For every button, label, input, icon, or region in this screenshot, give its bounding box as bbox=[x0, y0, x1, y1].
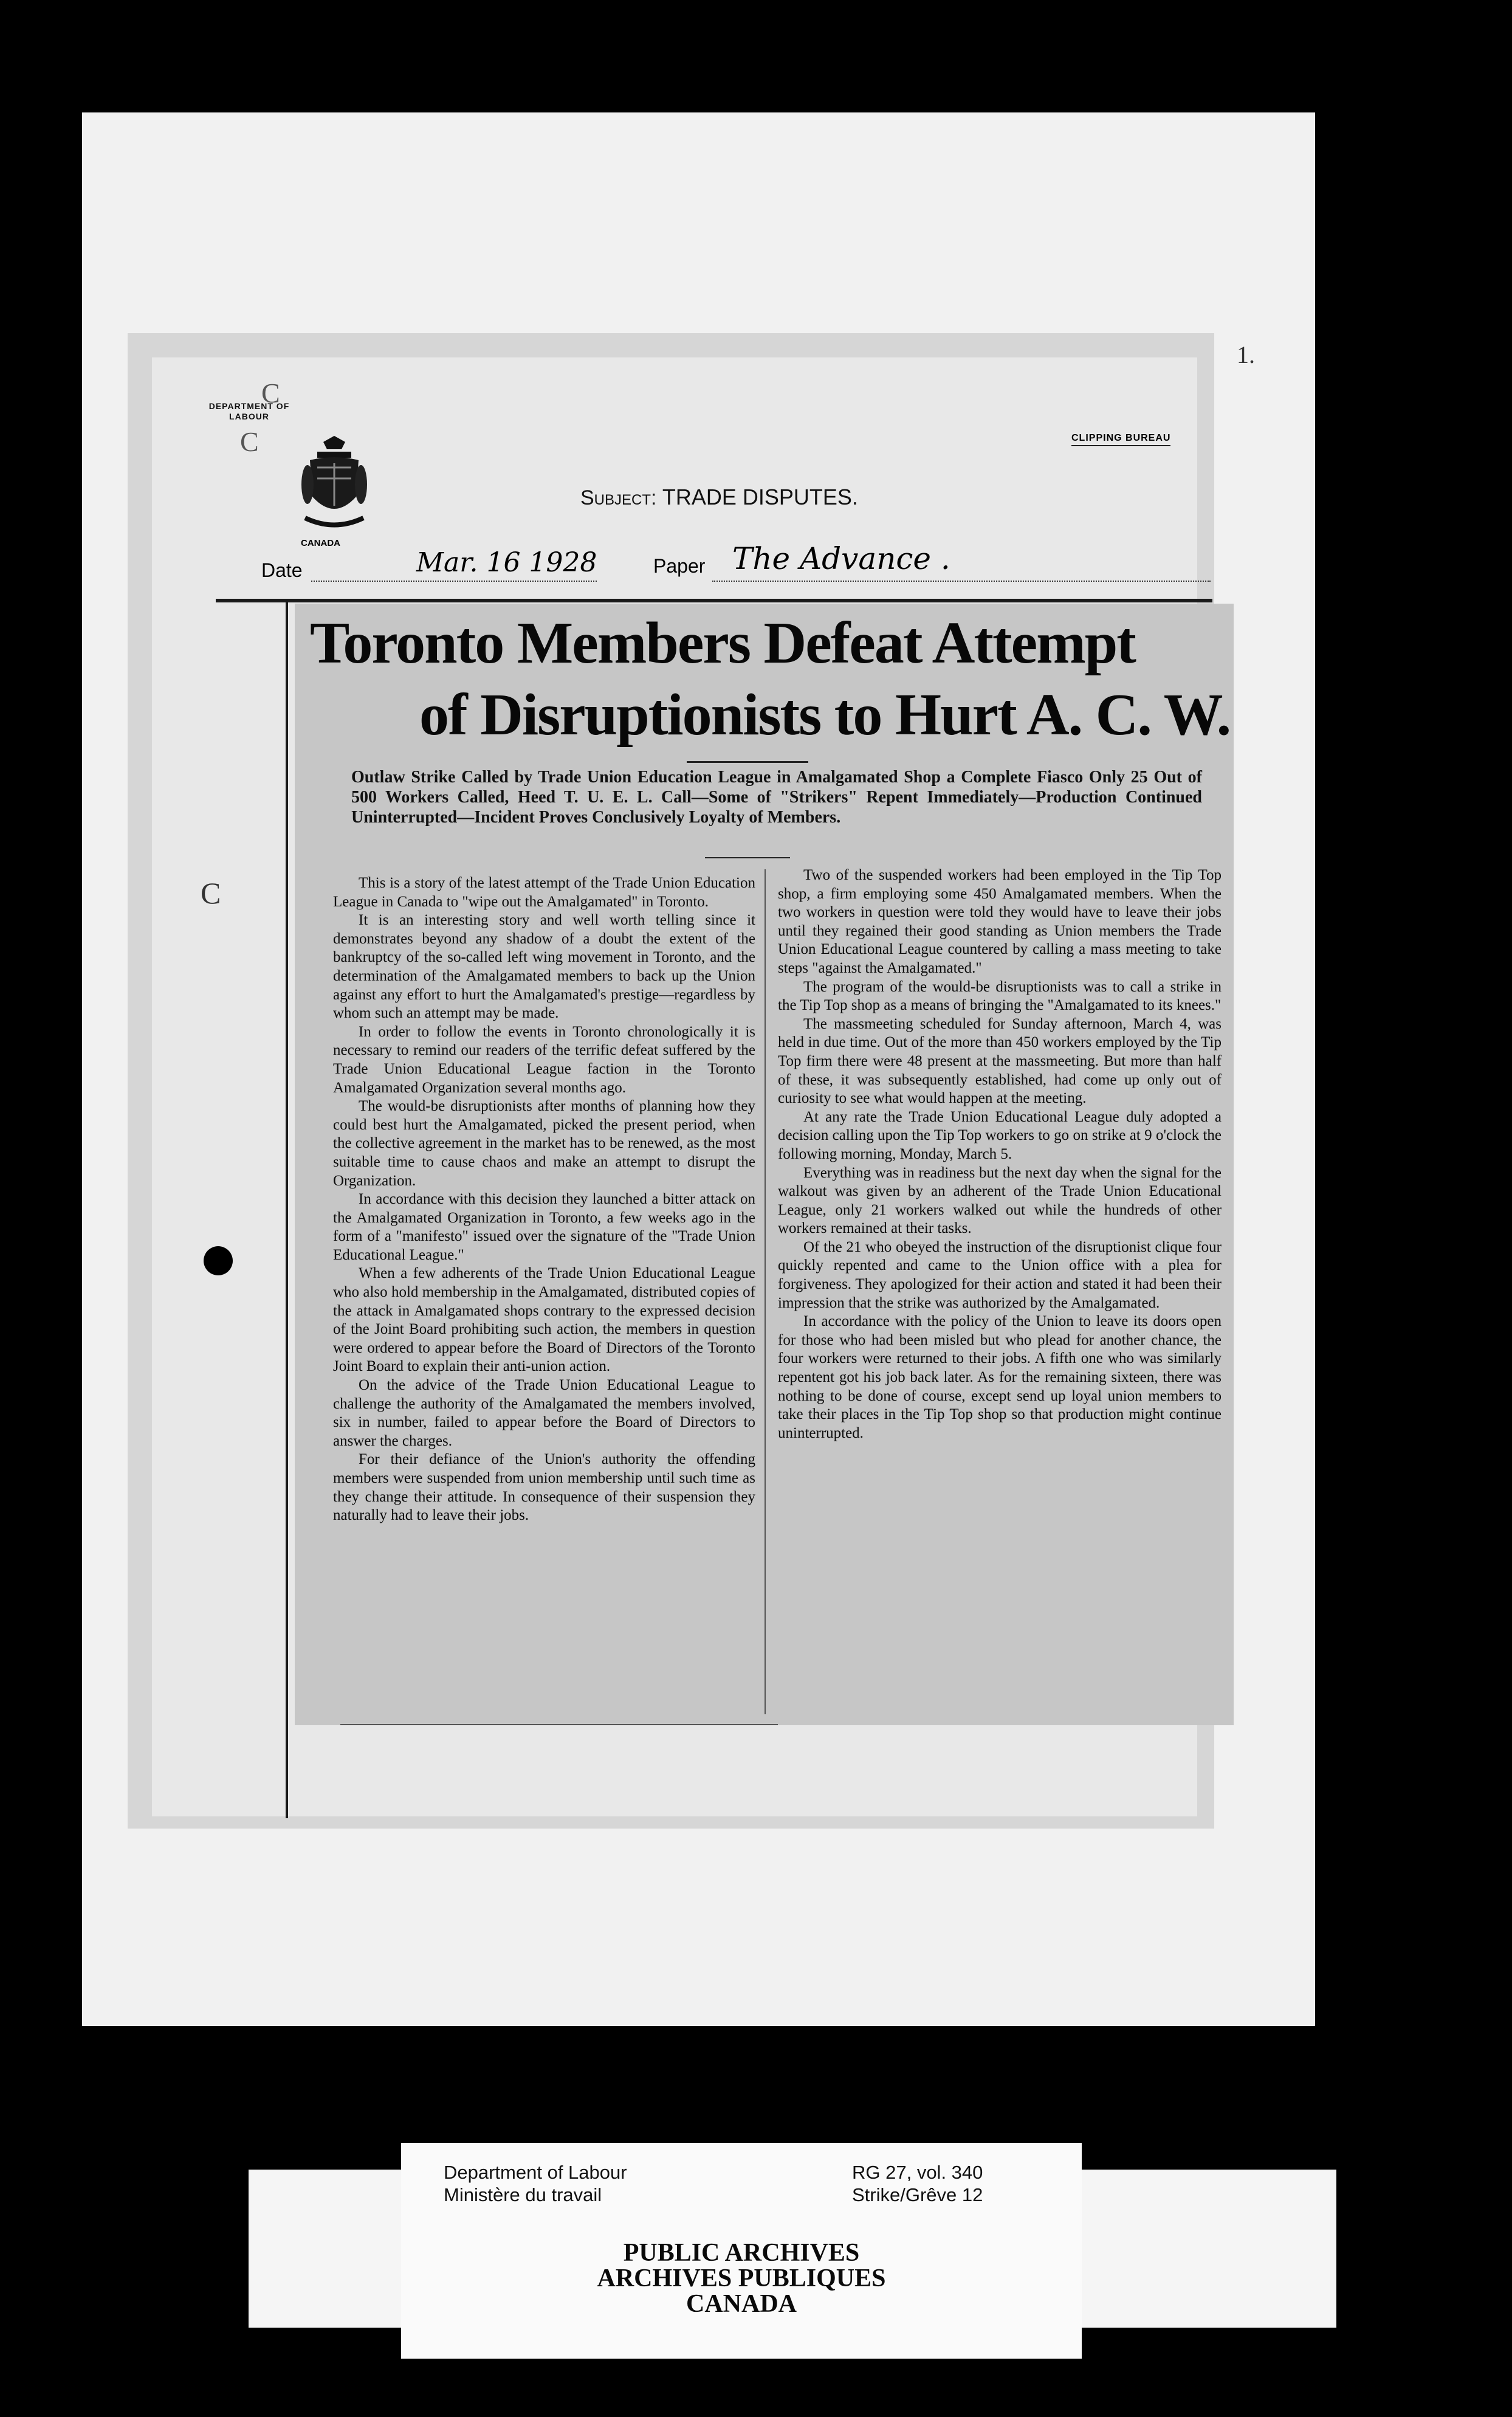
label-line-2: ARCHIVES PUBLIQUES bbox=[597, 2264, 886, 2292]
headline-line-2: of Disruptionists to Hurt A. C. W. bbox=[419, 682, 1231, 748]
form-horizontal-rule bbox=[216, 599, 1212, 602]
department-name: DEPARTMENT OF LABOUR bbox=[208, 401, 290, 421]
paragraph: At any rate the Trade Union Educational League duly adopted a decision calling upon the Tip Top workers to go on strike at 9 o'clock the following morning, Monday, March 5. bbox=[778, 1108, 1222, 1162]
paragraph: Of the 21 who obeyed the instruction of the disruptionist clique four quickly repented and came to the Union office with a plea for forgiveness. They apologized for their action and stated it had been their impression that the strike was authorized by the Amalgamated. bbox=[778, 1238, 1222, 1311]
margin-c-mark: C bbox=[201, 876, 221, 910]
paragraph: The program of the would-be disruptionists was to call a strike in the Tip Top shop as a means of bringing the "Amalgamated to its knees." bbox=[778, 978, 1222, 1014]
label-department bbox=[444, 2161, 627, 2206]
column-bottom-rule bbox=[340, 1724, 778, 1725]
crest-caption: CANADA bbox=[301, 538, 340, 548]
paragraph: The massmeeting scheduled for Sunday afternoon, March 4, was held in due time. Out of the more than 450 workers employed by the Tip Top firm there were 48 present at the massmeeting. But more than half of these, it was subsequently established, had come up only out of curiosity to see what would happen at the meeting. bbox=[778, 1015, 1222, 1107]
coat-of-arms-icon bbox=[299, 436, 369, 533]
date-label: Date bbox=[261, 559, 303, 581]
corner-handwritten-mark: 1. bbox=[1237, 341, 1255, 368]
paragraph: This is a story of the latest attempt of the Trade Union Education League in Canada to "wipe out the Amalgamated" in Toronto. bbox=[333, 875, 755, 910]
paragraph: In accordance with the policy of the Union to leave its doors open for those who had been misled but who plead for another chance, the four workers were returned to their jobs. A fifth one who was similarly repentent got his job back later. As for the remaining sixteen, there was nothing to be done of course, except send up loyal union members to take their places in the Tip Top shop so that production might continue uninterrupted. bbox=[778, 1313, 1222, 1441]
paragraph: Everything was in readiness but the next day when the signal for the walkout was given by an adherent of the Trade Union Educational League, only 21 workers walked out while the hundreds of other workers remained at their tasks. bbox=[778, 1164, 1222, 1237]
paragraph: The would-be disruptionists after months of planning how they could best hurt the Amalgamated, picked the present period, when the collective agreement in the market has to be renewed, as the most suitable time to cause chaos and make an attempt to disrupt the Organization. bbox=[333, 1098, 755, 1189]
clipping-bureau-label: CLIPPING BUREAU bbox=[1071, 433, 1170, 446]
paper-label: Paper bbox=[653, 555, 706, 577]
subject-line bbox=[580, 484, 858, 510]
label-rg: RG 27, vol. 340 bbox=[852, 2162, 983, 2183]
paragraph: For their defiance of the Union's authority the offending members were suspended from union membership until such time as they change their attitude. In consequence of their suspension they naturally had to leave their jobs. bbox=[333, 1451, 755, 1524]
letterhead-c-mark: C bbox=[261, 378, 280, 409]
date-value: Mar. 16 1928 bbox=[416, 547, 597, 578]
paper-value: The Advance . bbox=[732, 541, 950, 576]
paragraph: On the advice of the Trade Union Educational League to challenge the authority of the Amalgamated the members involved, six in number, failed to appear before the Board of Directors to answer the charges. bbox=[333, 1377, 755, 1449]
subhead-divider bbox=[705, 857, 790, 858]
paragraph: When a few adherents of the Trade Union Educational League who also hold membership in the Amalgamated, distributed copies of the attack in Amalgamated shops contrary to the expressed decision of the Joint Board prohibiting such action, the members in question were ordered to appear before the Board of Directors of the Toronto Joint Board to explain their anti-union action. bbox=[333, 1265, 755, 1375]
label-line-3: CANADA bbox=[686, 2290, 797, 2318]
paragraph: In accordance with this decision they launched a bitter attack on the Amalgamated Organization in Toronto, a few weeks ago in the form of a "manifesto" issued over the signature of the "Trade Union Educational League." bbox=[333, 1191, 755, 1263]
paragraph: It is an interesting story and well worth telling since it demonstrates beyond any shadow of a doubt the extent of the bankruptcy of the so-called left wing movement in Toronto, and the determination of the Amalgamated members to back up the Union against any effort to hurt the Amalgamated's prestige—regardless by whom such an attempt may be made. bbox=[333, 912, 755, 1022]
label-dept-en: Department of Labour bbox=[444, 2162, 627, 2183]
punch-hole bbox=[204, 1246, 233, 1275]
label-strike: Strike/Grêve 12 bbox=[852, 2184, 983, 2205]
archive-label bbox=[401, 2143, 1082, 2359]
paragraph: Two of the suspended workers had been employed in the Tip Top shop, a firm employing some 450 Amalgamated members. When the two workers in question were told they would have to leave their jobs until they regained their good standing as Union members the Trade Union Educational League countered by calling a mass meeting to take steps "against the Amalgamated." bbox=[778, 867, 1222, 976]
label-dept-fr: Ministère du travail bbox=[444, 2184, 602, 2205]
label-line-1: PUBLIC ARCHIVES bbox=[623, 2239, 860, 2267]
form-vertical-rule bbox=[286, 602, 288, 1818]
column-divider bbox=[765, 869, 766, 1714]
subheadline: Outlaw Strike Called by Trade Union Education League in Amalgamated Shop a Complete Fiasco Only 25 Out of 500 Workers Called, Heed T. U. E. L. Call—Some of "Strikers" Repent Immediately—Production Continued Uninterrupted—Incident Proves Conclusively Loyalty of Members. bbox=[351, 768, 1202, 827]
paper-underline bbox=[712, 581, 1211, 582]
subject-value: TRADE DISPUTES. bbox=[662, 484, 858, 509]
article-column-1 bbox=[333, 874, 755, 1725]
headline-line-1: Toronto Members Defeat Attempt bbox=[310, 610, 1135, 676]
subject-label: Subject: bbox=[580, 486, 657, 509]
label-archives-title bbox=[401, 2240, 1082, 2317]
label-reference bbox=[852, 2161, 983, 2206]
headline-divider bbox=[687, 761, 808, 763]
letterhead-c-mark: C bbox=[240, 426, 259, 457]
paragraph: In order to follow the events in Toronto chronologically it is necessary to remind our readers of the terrific defeat suffered by the Trade Union Educational League faction in the Toronto Amalgamated Organization several months ago. bbox=[333, 1023, 755, 1096]
article-column-2 bbox=[778, 866, 1222, 1717]
date-underline bbox=[311, 581, 597, 582]
